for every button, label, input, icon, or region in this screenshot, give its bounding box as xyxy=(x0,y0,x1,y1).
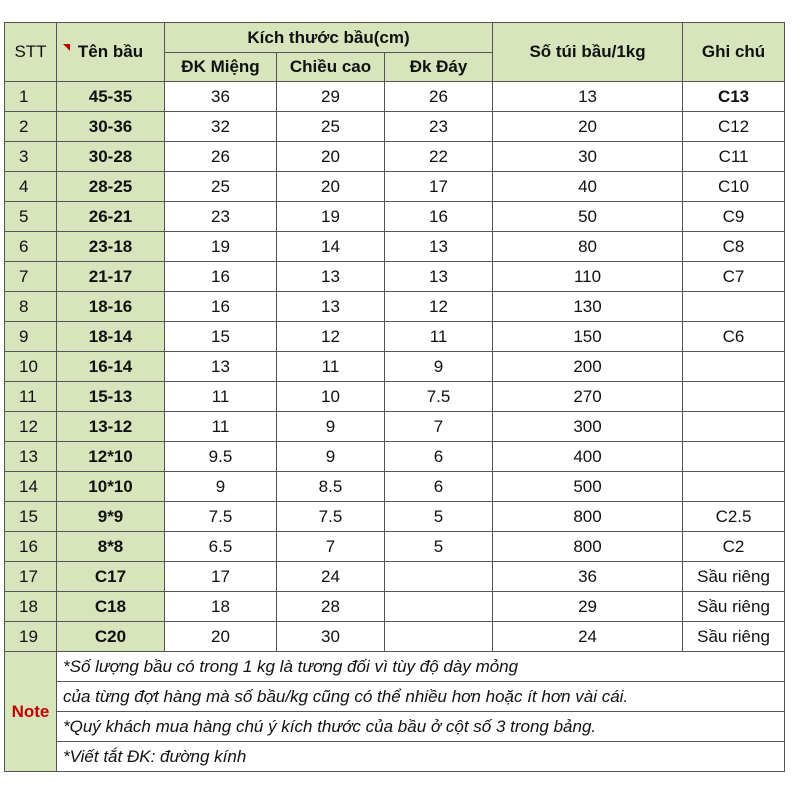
cell-per-kg[interactable]: 20 xyxy=(493,112,683,142)
cell-mouth[interactable]: 13 xyxy=(165,352,277,382)
cell-name[interactable]: 30-28 xyxy=(57,142,165,172)
cell-name[interactable]: 15-13 xyxy=(57,382,165,412)
cell-per-kg[interactable]: 300 xyxy=(493,412,683,442)
cell-mouth[interactable]: 19 xyxy=(165,232,277,262)
cell-height[interactable]: 13 xyxy=(277,292,385,322)
cell-bottom[interactable]: 23 xyxy=(385,112,493,142)
note-line[interactable]: của từng đợt hàng mà số bầu/kg cũng có thể nhiều hơn hoặc ít hơn vài cái. xyxy=(57,682,785,712)
cell-mouth[interactable]: 9 xyxy=(165,472,277,502)
cell-name[interactable]: 9*9 xyxy=(57,502,165,532)
cell-mouth[interactable]: 20 xyxy=(165,622,277,652)
cell-note[interactable]: C2 xyxy=(683,532,785,562)
cell-bottom[interactable]: 13 xyxy=(385,232,493,262)
cell-stt[interactable]: 10 xyxy=(5,352,57,382)
cell-per-kg[interactable]: 800 xyxy=(493,532,683,562)
cell-height[interactable]: 28 xyxy=(277,592,385,622)
cell-mouth[interactable]: 16 xyxy=(165,292,277,322)
table-row xyxy=(5,472,785,502)
cell-note[interactable]: C9 xyxy=(683,202,785,232)
cell-name[interactable]: 18-16 xyxy=(57,292,165,322)
cell-name[interactable]: 28-25 xyxy=(57,172,165,202)
cell-height[interactable]: 7.5 xyxy=(277,502,385,532)
cell-note[interactable]: C2.5 xyxy=(683,502,785,532)
cell-height[interactable]: 25 xyxy=(277,112,385,142)
table-row xyxy=(5,172,785,202)
cell-height[interactable]: 8.5 xyxy=(277,472,385,502)
cell-height[interactable]: 7 xyxy=(277,532,385,562)
cell-height[interactable]: 14 xyxy=(277,232,385,262)
cell-per-kg[interactable]: 13 xyxy=(493,82,683,112)
header-height: Chiều cao xyxy=(277,53,385,82)
cell-stt[interactable]: 15 xyxy=(5,502,57,532)
cell-note[interactable]: C10 xyxy=(683,172,785,202)
cell-name[interactable]: C20 xyxy=(57,622,165,652)
cell-bottom[interactable]: 7.5 xyxy=(385,382,493,412)
cell-stt[interactable]: 18 xyxy=(5,592,57,622)
cell-name[interactable]: 13-12 xyxy=(57,412,165,442)
header-name: Tên bầu xyxy=(57,23,165,82)
cell-note[interactable]: C6 xyxy=(683,322,785,352)
note-line[interactable]: *Số lượng bầu có trong 1 kg là tương đối vì tùy độ dày mỏng xyxy=(57,652,785,682)
cell-name[interactable]: 45-35 xyxy=(57,82,165,112)
table-row xyxy=(5,292,785,322)
note-line[interactable]: *Quý khách mua hàng chú ý kích thước của bầu ở cột số 3 trong bảng. xyxy=(57,712,785,742)
cell-bottom[interactable]: 7 xyxy=(385,412,493,442)
cell-note[interactable] xyxy=(683,442,785,472)
cell-per-kg[interactable]: 40 xyxy=(493,172,683,202)
cell-bottom[interactable]: 6 xyxy=(385,472,493,502)
table-row xyxy=(5,502,785,532)
cell-per-kg[interactable]: 270 xyxy=(493,382,683,412)
cell-stt[interactable]: 8 xyxy=(5,292,57,322)
cell-note[interactable] xyxy=(683,352,785,382)
cell-bottom[interactable]: 5 xyxy=(385,502,493,532)
cell-mouth[interactable]: 9.5 xyxy=(165,442,277,472)
header-stt: STT xyxy=(5,23,57,82)
cell-stt[interactable]: 1 xyxy=(5,82,57,112)
cell-per-kg[interactable]: 400 xyxy=(493,442,683,472)
cell-height[interactable]: 30 xyxy=(277,622,385,652)
cell-note[interactable]: C8 xyxy=(683,232,785,262)
cell-per-kg[interactable]: 50 xyxy=(493,202,683,232)
cell-name[interactable]: 8*8 xyxy=(57,532,165,562)
cell-height[interactable]: 24 xyxy=(277,562,385,592)
cell-bottom[interactable]: 11 xyxy=(385,322,493,352)
cell-per-kg[interactable]: 130 xyxy=(493,292,683,322)
cell-stt[interactable]: 19 xyxy=(5,622,57,652)
cell-stt[interactable]: 14 xyxy=(5,472,57,502)
header-bottom: Đk Đáy xyxy=(385,53,493,82)
cell-bottom[interactable]: 22 xyxy=(385,142,493,172)
cell-height[interactable]: 29 xyxy=(277,82,385,112)
cell-mouth[interactable]: 26 xyxy=(165,142,277,172)
cell-bottom[interactable]: 26 xyxy=(385,82,493,112)
table-row xyxy=(5,532,785,562)
note-label: Note xyxy=(5,652,57,772)
cell-bottom[interactable]: 16 xyxy=(385,202,493,232)
cell-note[interactable] xyxy=(683,472,785,502)
cell-bottom[interactable]: 17 xyxy=(385,172,493,202)
cell-stt[interactable]: 13 xyxy=(5,442,57,472)
note-row xyxy=(5,652,785,682)
table-row xyxy=(5,262,785,292)
cell-per-kg[interactable]: 500 xyxy=(493,472,683,502)
cell-per-kg[interactable]: 800 xyxy=(493,502,683,532)
cell-bottom[interactable]: 12 xyxy=(385,292,493,322)
table-row xyxy=(5,112,785,142)
table-row xyxy=(5,442,785,472)
spreadsheet xyxy=(4,22,792,772)
table-row xyxy=(5,232,785,262)
cell-stt[interactable]: 6 xyxy=(5,232,57,262)
header-note: Ghi chú xyxy=(683,23,785,82)
cell-name[interactable]: 12*10 xyxy=(57,442,165,472)
cell-bottom[interactable]: 13 xyxy=(385,262,493,292)
cell-height[interactable]: 9 xyxy=(277,442,385,472)
note-row xyxy=(5,712,785,742)
cell-stt[interactable]: 17 xyxy=(5,562,57,592)
cell-name[interactable]: 10*10 xyxy=(57,472,165,502)
cell-bottom[interactable]: 9 xyxy=(385,352,493,382)
cell-note[interactable]: C12 xyxy=(683,112,785,142)
table-row xyxy=(5,592,785,622)
cell-height[interactable]: 20 xyxy=(277,142,385,172)
cell-mouth[interactable]: 6.5 xyxy=(165,532,277,562)
note-row xyxy=(5,682,785,712)
header-per-kg: Số túi bầu/1kg xyxy=(493,23,683,82)
cell-note[interactable]: Sầu riêng xyxy=(683,592,785,622)
cell-name[interactable]: 26-21 xyxy=(57,202,165,232)
cell-per-kg[interactable]: 36 xyxy=(493,562,683,592)
cell-bottom[interactable]: 5 xyxy=(385,532,493,562)
table-row xyxy=(5,352,785,382)
cell-per-kg[interactable]: 200 xyxy=(493,352,683,382)
cell-note[interactable]: Sầu riêng xyxy=(683,622,785,652)
table-row xyxy=(5,382,785,412)
cell-mouth[interactable]: 17 xyxy=(165,562,277,592)
table-row xyxy=(5,82,785,112)
cell-mouth[interactable]: 23 xyxy=(165,202,277,232)
cell-per-kg[interactable]: 30 xyxy=(493,142,683,172)
cell-note[interactable] xyxy=(683,412,785,442)
table-row xyxy=(5,622,785,652)
cell-name[interactable]: C18 xyxy=(57,592,165,622)
cell-note[interactable]: Sầu riêng xyxy=(683,562,785,592)
cell-mouth[interactable]: 16 xyxy=(165,262,277,292)
cell-per-kg[interactable]: 150 xyxy=(493,322,683,352)
table-row xyxy=(5,202,785,232)
cell-height[interactable]: 19 xyxy=(277,202,385,232)
header-mouth: ĐK Miệng xyxy=(165,53,277,82)
cell-height[interactable]: 12 xyxy=(277,322,385,352)
cell-height[interactable]: 10 xyxy=(277,382,385,412)
cell-height[interactable]: 9 xyxy=(277,412,385,442)
cell-mouth[interactable]: 36 xyxy=(165,82,277,112)
note-line[interactable]: *Viết tắt ĐK: đường kính xyxy=(57,742,785,772)
table-row xyxy=(5,412,785,442)
cell-stt[interactable]: 11 xyxy=(5,382,57,412)
cell-note[interactable] xyxy=(683,382,785,412)
cell-bottom[interactable] xyxy=(385,622,493,652)
cell-stt[interactable]: 12 xyxy=(5,412,57,442)
header-size-group: Kích thước bầu(cm) xyxy=(165,23,493,53)
cell-height[interactable]: 11 xyxy=(277,352,385,382)
cell-stt[interactable]: 16 xyxy=(5,532,57,562)
cell-stt[interactable]: 7 xyxy=(5,262,57,292)
cell-name[interactable]: 18-14 xyxy=(57,322,165,352)
cell-stt[interactable]: 4 xyxy=(5,172,57,202)
cell-name[interactable]: 21-17 xyxy=(57,262,165,292)
cell-note[interactable]: C11 xyxy=(683,142,785,172)
cell-mouth[interactable]: 11 xyxy=(165,412,277,442)
table-row xyxy=(5,322,785,352)
pot-size-table xyxy=(4,22,785,772)
cell-per-kg[interactable]: 24 xyxy=(493,622,683,652)
note-row xyxy=(5,742,785,772)
cell-height[interactable]: 13 xyxy=(277,262,385,292)
cell-mouth[interactable]: 32 xyxy=(165,112,277,142)
cell-mouth[interactable]: 11 xyxy=(165,382,277,412)
cell-name[interactable]: 16-14 xyxy=(57,352,165,382)
cell-bottom[interactable]: 6 xyxy=(385,442,493,472)
cell-name[interactable]: C17 xyxy=(57,562,165,592)
table-row xyxy=(5,142,785,172)
cell-bottom[interactable] xyxy=(385,592,493,622)
cell-note[interactable] xyxy=(683,292,785,322)
cell-name[interactable]: 23-18 xyxy=(57,232,165,262)
cell-per-kg[interactable]: 29 xyxy=(493,592,683,622)
cell-bottom[interactable] xyxy=(385,562,493,592)
cell-mouth[interactable]: 15 xyxy=(165,322,277,352)
cell-per-kg[interactable]: 80 xyxy=(493,232,683,262)
cell-mouth[interactable]: 18 xyxy=(165,592,277,622)
comment-indicator-icon xyxy=(63,44,70,51)
cell-stt[interactable]: 2 xyxy=(5,112,57,142)
cell-per-kg[interactable]: 110 xyxy=(493,262,683,292)
cell-note[interactable]: C13 xyxy=(683,82,785,112)
cell-stt[interactable]: 5 xyxy=(5,202,57,232)
cell-stt[interactable]: 3 xyxy=(5,142,57,172)
table-row xyxy=(5,562,785,592)
cell-name[interactable]: 30-36 xyxy=(57,112,165,142)
cell-mouth[interactable]: 7.5 xyxy=(165,502,277,532)
cell-note[interactable]: C7 xyxy=(683,262,785,292)
cell-mouth[interactable]: 25 xyxy=(165,172,277,202)
cell-height[interactable]: 20 xyxy=(277,172,385,202)
cell-stt[interactable]: 9 xyxy=(5,322,57,352)
